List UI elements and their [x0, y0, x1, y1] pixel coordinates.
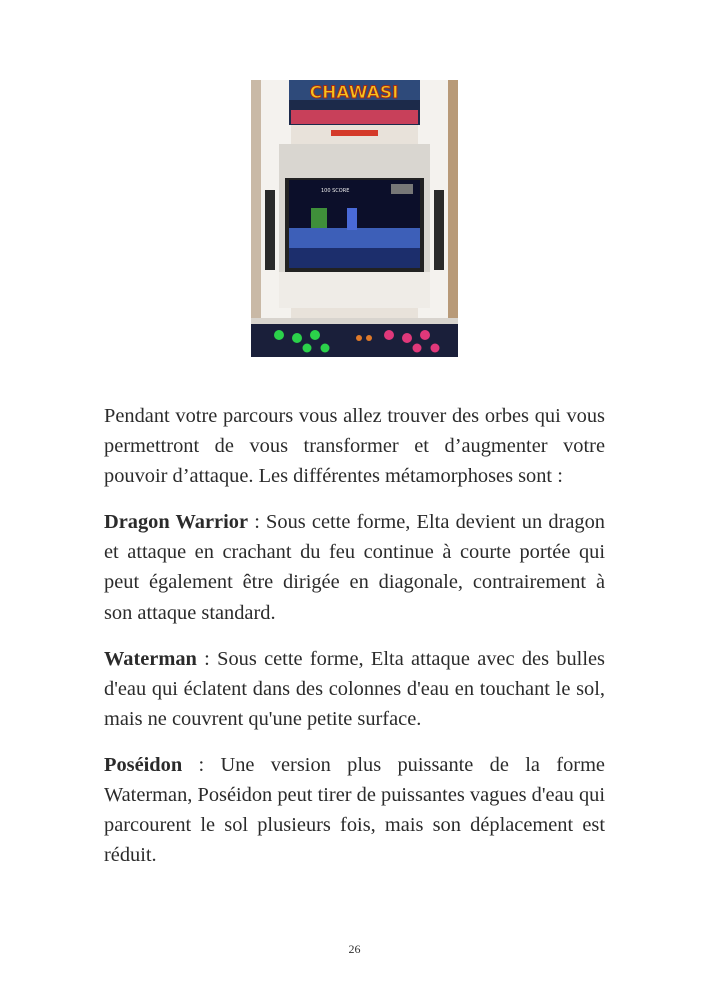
dragon-warrior-paragraph	[104, 507, 605, 627]
intro-paragraph: Pendant votre parcours vous allez trouver des orbes qui vous permettront de vous transformer et d’augmenter votre pouvoir d’attaque. Les différentes métamorphoses sont :	[104, 405, 605, 488]
poseidon-term: Poséidon	[104, 753, 183, 776]
poseidon-paragraph	[104, 750, 605, 870]
waterman-paragraph	[104, 644, 605, 734]
waterman-description: : Sous cette forme, Elta attaque avec des bulles d'eau qui éclatent dans des colonnes d'eau en touchant le sol, mais ne couvrent qu'une petite surface.	[104, 647, 605, 730]
marquee-logo: CHAWASI	[309, 83, 399, 103]
arcade-cabinet-photo	[251, 80, 458, 357]
poseidon-description: : Une version plus puissante de la forme Waterman, Poséidon peut tirer de puissantes vagues d'eau qui parcourent le sol plusieurs fois, mais son déplacement est réduit.	[104, 753, 605, 867]
dragon-warrior-description: : Sous cette forme, Elta devient un dragon et attaque en crachant du feu continue à courte portée qui peut également être dirigée en diagonale, contrairement à son attaque standard.	[104, 511, 605, 624]
body-text	[104, 401, 605, 886]
page-number: 26	[348, 942, 361, 956]
svg-text:100 SCORE: 100 SCORE	[321, 188, 350, 194]
waterman-term: Waterman	[104, 647, 197, 670]
dragon-warrior-term: Dragon Warrior	[104, 511, 248, 534]
